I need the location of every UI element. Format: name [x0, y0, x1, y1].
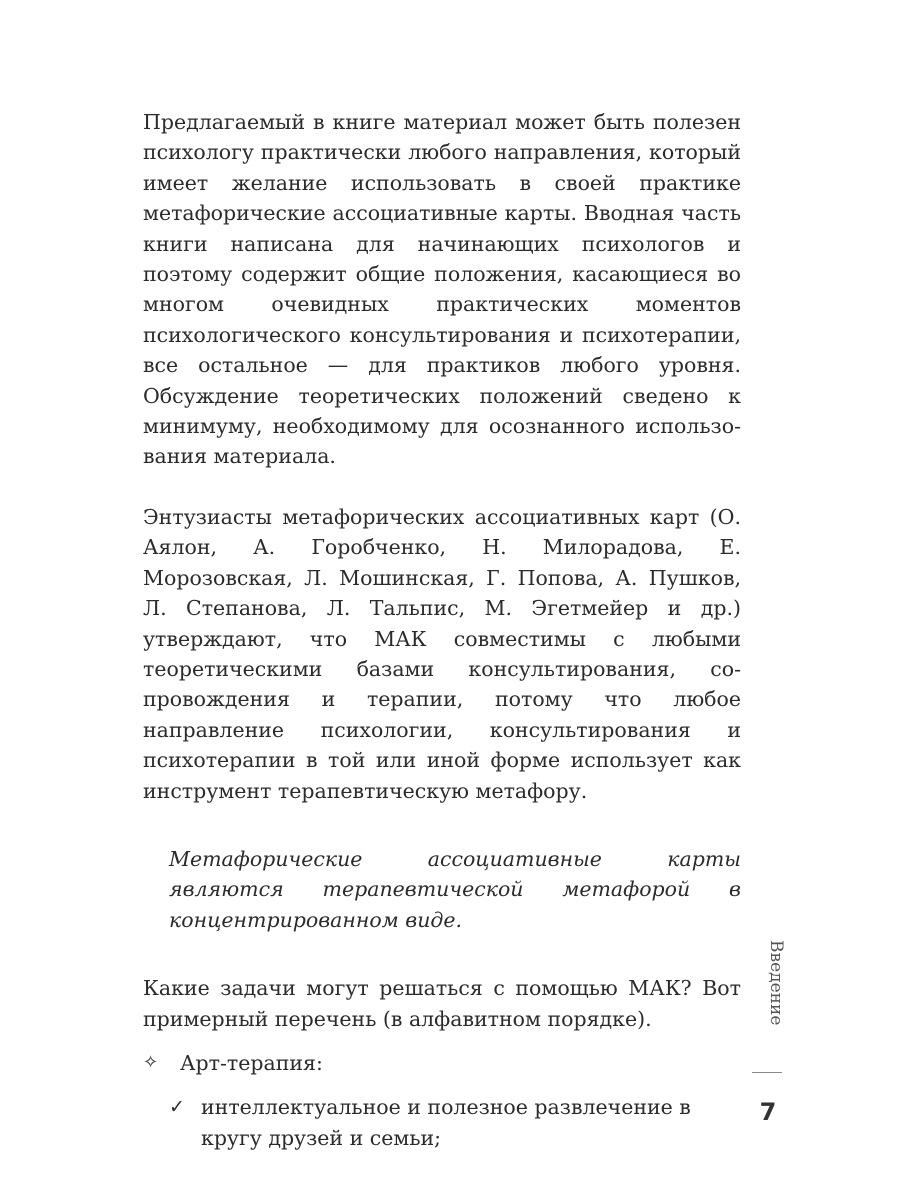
paragraph-intro: Предлагаемый в книге материал может быть полезен психологу практически любого направления, который имеет желание использовать в своей практике метафорические ассоциативные карты. Вводная часть книги написана для начинающих психологов и поэтому содержит общие положения, касающиеся во многом очевидных практических моментов психологического консультирования и психотерапии, все остальное — для практиков любого уровня. Обсуждение теоретических положений сведено к минимуму, необходимому для осознанного использования материала.: [143, 110, 741, 469]
page-number: 7: [759, 1098, 777, 1126]
paragraph-enthusiasts: Энтузиасты метафорических ассоциативных карт (О. Аялон, А. Горобченко, Н. Милорадова, Е. Морозовская, Л. Мошинская, Г. Попова, А. Пушков, Л. Степанова, Л. Тальпис, М. Эгетмейер и др.) утверждают, что МАК совместимы с любыми теоретическими базами консультирования, сопровождения и терапии, потому что любое направление психологии, консультирования и психотерапии в той или иной форме использует как инструмент терапевтическую метафору.: [143, 504, 741, 803]
list-item-label: Арт-терапия:: [180, 1050, 323, 1075]
paragraph-tasks: Какие задачи могут решаться с помощью МАК? Вот примерный перечень (в алфавитном порядке).: [143, 976, 741, 1031]
section-divider: [752, 1072, 782, 1073]
list-item-label: интеллектуальное и полезное развлечение в кругу друзей и семьи;: [201, 1095, 691, 1150]
italic-quote: Метафорические ассоциативные карты являются терапевтической метафорой в концентрированном виде.: [169, 846, 741, 932]
text-column: [143, 107, 741, 1153]
diamond-star-icon: ✧: [143, 1051, 159, 1073]
list-item-entertainment: [169, 1092, 741, 1153]
section-label-vertical: Введение: [766, 940, 786, 1026]
checkmark-icon: ✓: [169, 1096, 185, 1119]
list-item-art-therapy: [143, 1048, 741, 1078]
